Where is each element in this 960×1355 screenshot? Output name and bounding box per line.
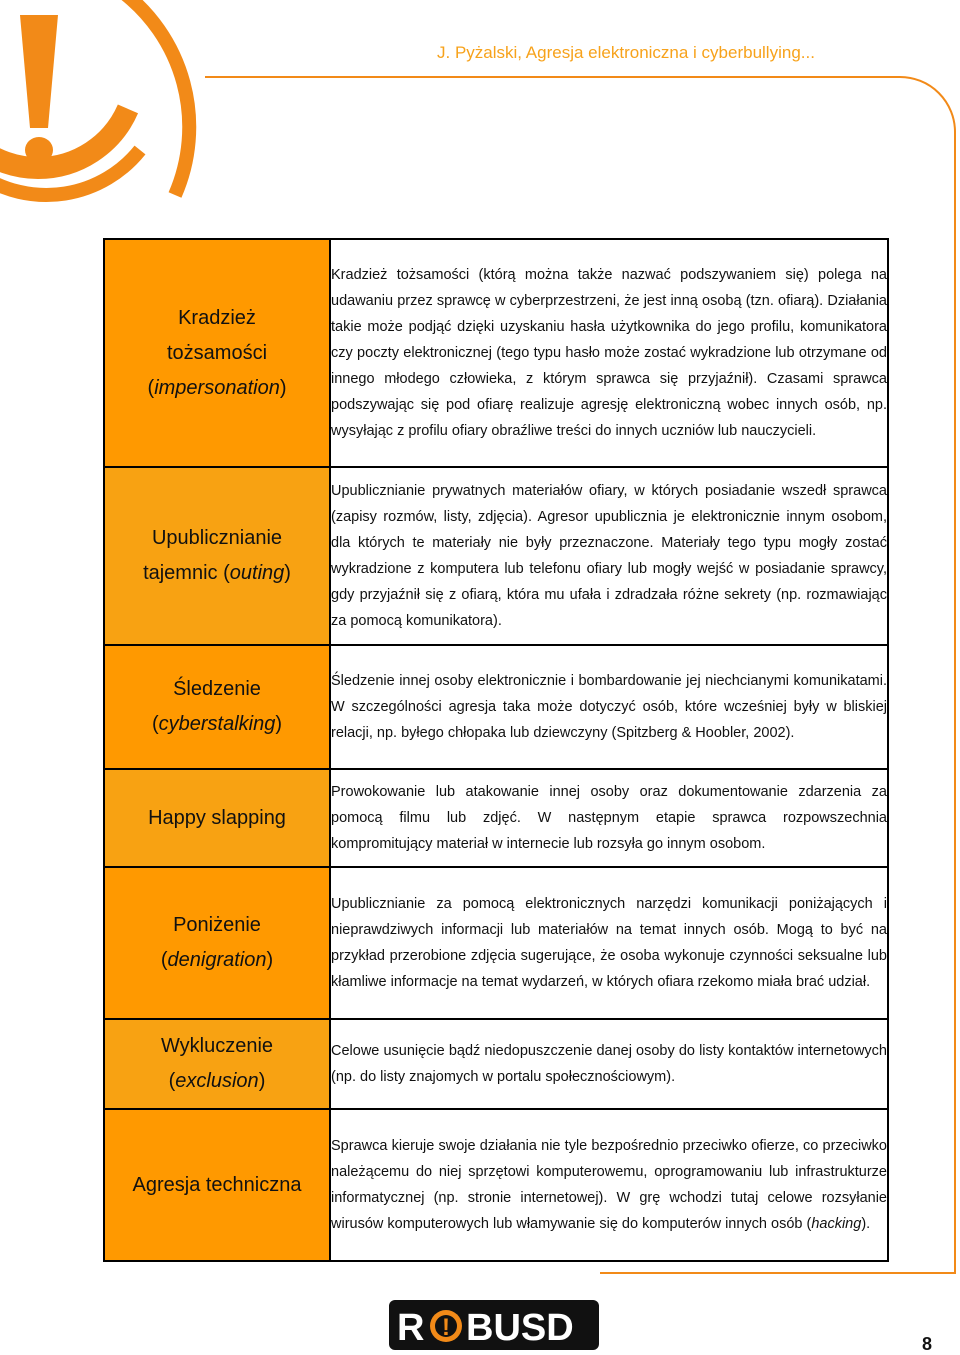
logo-exclamation-icon: ! xyxy=(442,1314,450,1341)
term-name: Wykluczenie xyxy=(160,1035,274,1057)
description-cell: Upublicznianie prywatnych materiałów ofiary, w których posiadanie wszedł sprawca (zapisy rozmów, listy, zdjęcia). Agresor upublicznia je elektronicznie innym osobom, dla których te materiały nie były przeznaczone. Materiały tego typu mogły zostać wykradzione z komputera lub telefonu ofiary lub mogły wejść w posiadanie sprawcy, gdy przyjaźnił się z ofiarą, która mu ufała i zdradzała różne sekrety (np. rozmawiając za pomocą komunikatora). xyxy=(330,467,888,645)
term-name: Agresja techniczna xyxy=(132,1173,302,1196)
term-cell: Upublicznianie tajemnic (outing) xyxy=(104,467,330,645)
term-english: impersonation xyxy=(154,376,280,399)
table-row xyxy=(104,645,888,769)
term-english: outing xyxy=(229,562,285,584)
logo-letter: R xyxy=(397,1307,425,1349)
term-cell: Śledzenie (cyberstalking) xyxy=(104,645,330,769)
term-name: Upublicznianie xyxy=(151,527,283,549)
term-english: exclusion xyxy=(175,1070,259,1092)
term-name: Poniżenie xyxy=(173,914,261,936)
table-row xyxy=(104,867,888,1019)
term-english: denigration xyxy=(167,949,267,971)
term-cell: Poniżenie (denigration) xyxy=(104,867,330,1019)
term-english: cyberstalking xyxy=(158,713,276,735)
page-number: 8 xyxy=(922,1334,933,1354)
table-row xyxy=(104,1109,888,1261)
term-cell: Wykluczenie (exclusion) xyxy=(104,1019,330,1109)
header-title: J. Pyżalski, Agresja elektroniczna i cyberbullying... xyxy=(437,43,815,62)
term-cell xyxy=(104,769,330,867)
description-cell: Celowe usunięcie bądź niedopuszczenie danej osoby do listy kontaktów internetowych (np. do listy znajomych w portalu społecznościowym). xyxy=(330,1019,888,1109)
frame-right-line xyxy=(954,238,956,1273)
cyberbullying-types-table xyxy=(103,238,889,1262)
description-cell: Śledzenie innej osoby elektronicznie i bombardowanie jej niechcianymi komunikatami. W szczególności agresja taka może dotyczyć osób, które wcześniej były w bliskiej relacji, np. byłego chłopaka lub dziewczyny (Spitzberg & Hoobler, 2002). xyxy=(330,645,888,769)
frame-bottom-line xyxy=(600,1272,956,1274)
table-row xyxy=(104,239,888,467)
exclamation-decoration xyxy=(0,0,960,240)
table-row xyxy=(104,769,888,867)
description-cell: Upublicznianie za pomocą elektronicznych narzędzi komunikacji poniżających i nieprawdziwych informacji lub materiałów na temat innych osób. Mogą to być na przykład przerobione zdjęcia sugerujące, że osoba wykonuje czynności seksualne lub kłamliwe informacje na temat wydarzeń, w których ofiara rzekomo miała brać udział. xyxy=(330,867,888,1019)
term-name: Happy slapping xyxy=(148,806,286,829)
table-row xyxy=(104,467,888,645)
term-name: Śledzenie xyxy=(173,678,261,700)
logo-text: BUSD xyxy=(466,1307,574,1349)
description-cell: Prowokowanie lub atakowanie innej osoby oraz dokumentowanie zdarzenia za pomocą filmu lub zdjęć. W następnym etapie sprawca rozpowszechnia kompromitujący materiał w internecie lub rozsyła go innym osobom. xyxy=(330,769,888,867)
term-name: Kradzież xyxy=(178,306,256,329)
robusd-logo xyxy=(389,1300,599,1350)
term-cell xyxy=(104,1109,330,1261)
description-cell: Sprawca kieruje swoje działania nie tyle bezpośrednio przeciwko ofierze, co przeciwko należącemu do niej sprzętowi komputerowemu, oprogramowaniu lub infrastrukturze informatycznej (np. stronie internetowej). W grę wchodzi tutaj celowe rozsyłanie wirusów komputerowych lub włamywanie się do komputerów innych osób (hacking). xyxy=(330,1109,888,1261)
term-name: tożsamości xyxy=(166,341,268,364)
exclamation-icon xyxy=(20,15,58,163)
description-cell: Kradzież tożsamości (którą można także nazwać podszywaniem się) polega na udawaniu przez sprawcę w cyberprzestrzeni, że jest inną osobą (tzn. ofiarą). Działania takie może podjąć dzięki uzyskaniu hasła użytkownika do jego profilu, komunikatora czy poczty elektronicznej (tego typu hasło może zostać wykradzione lub otrzymane od innego młodego człowieka, z którym sprawca się przyjaźnił). Czasami sprawca podszywając się pod ofiarę realizuje agresję elektroniczną wobec innych osób, np. wysyłając z profilu ofiary obraźliwe treści do innych uczniów lub nauczycieli. xyxy=(330,239,888,467)
table-row xyxy=(104,1019,888,1109)
term-cell: Kradzież tożsamości (impersonation) xyxy=(104,239,330,467)
